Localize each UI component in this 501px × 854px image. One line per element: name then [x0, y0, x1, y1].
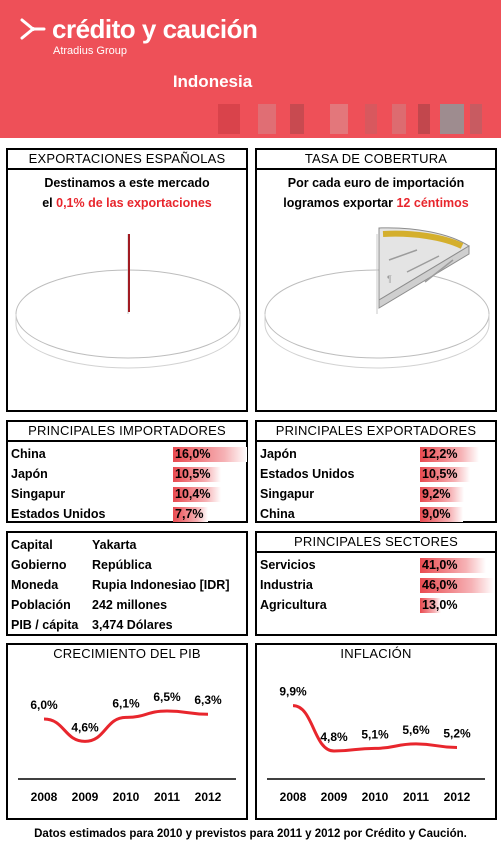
coverage-text	[257, 173, 495, 213]
info-label: Población	[11, 598, 71, 612]
gdp-x-tick-label: 2009	[71, 790, 99, 804]
gdp-data-label: 6,3%	[194, 693, 222, 708]
exports-pie-side	[16, 314, 240, 368]
info-value: 3,474 Dólares	[92, 618, 173, 632]
gdp-data-label: 6,5%	[153, 690, 181, 704]
exporter-value: 9,2%	[422, 487, 451, 501]
brand-name: crédito y caución	[52, 14, 258, 44]
sector-label: Servicios	[260, 558, 316, 572]
inflation-x-tick-label: 2012	[443, 790, 471, 804]
decor-stripe	[440, 104, 464, 134]
sectors-list	[257, 553, 495, 615]
info-value: República	[92, 558, 152, 572]
inflation-chart	[257, 667, 495, 817]
exports-highlight: 0,1% de las exportaciones	[56, 196, 212, 210]
decor-stripe	[418, 104, 430, 134]
gdp-data-label: 6,0%	[30, 698, 58, 712]
inflation-chart-panel	[255, 643, 497, 820]
info-row-capital	[11, 535, 243, 555]
importer-value: 7,7%	[175, 507, 204, 521]
inflation-chart-title: INFLACIÓN	[340, 646, 412, 661]
importer-label: Estados Unidos	[11, 507, 106, 521]
importer-row	[11, 504, 243, 524]
inflation-data-label: 9,9%	[279, 684, 307, 699]
exporters-panel	[255, 420, 497, 523]
exporter-row	[260, 444, 492, 464]
exporter-label: Japón	[260, 447, 297, 461]
country-info-panel	[6, 531, 248, 636]
coverage-line2	[257, 193, 495, 213]
exporter-label: Singapur	[260, 487, 315, 501]
exporter-value: 12,2%	[422, 447, 458, 461]
info-label: Moneda	[11, 578, 59, 592]
coverage-pie-side	[265, 314, 489, 368]
coverage-title: TASA DE COBERTURA	[257, 150, 495, 170]
sector-value: 41,0%	[422, 558, 458, 572]
importer-label: China	[11, 447, 46, 461]
gdp-chart-panel	[6, 643, 248, 820]
info-row-pib	[11, 615, 243, 635]
sector-value: 46,0%	[422, 578, 458, 592]
coverage-prefix: logramos exportar	[283, 196, 397, 210]
importers-list	[8, 442, 246, 524]
importer-value: 10,5%	[175, 467, 211, 481]
inflation-x-tick-label: 2009	[320, 790, 348, 804]
exporters-list	[257, 442, 495, 524]
inflation-data-label: 4,8%	[320, 730, 348, 744]
gdp-data-label: 6,1%	[112, 696, 140, 711]
brand-subtitle: Atradius Group	[53, 45, 127, 57]
gdp-x-tick-label: 2008	[30, 790, 58, 804]
sector-label: Agricultura	[260, 598, 327, 612]
sector-label: Industria	[260, 578, 313, 592]
header-banner	[0, 0, 501, 138]
inflation-x-tick-label: 2008	[279, 790, 307, 804]
exports-text	[8, 173, 246, 213]
inflation-x-tick-label: 2011	[402, 790, 430, 804]
gdp-x-tick-label: 2011	[153, 790, 181, 804]
country-title: Indonesia	[172, 72, 253, 91]
decor-stripe	[392, 104, 406, 134]
decor-stripe	[290, 104, 304, 134]
inflation-data-label: 5,1%	[361, 727, 389, 742]
importer-value: 16,0%	[175, 447, 211, 461]
exporters-title: PRINCIPALES EXPORTADORES	[257, 422, 495, 442]
exports-line1: Destinamos a este mercado	[44, 176, 210, 190]
inflation-data-label: 5,2%	[443, 726, 471, 741]
exporter-row	[260, 464, 492, 484]
coverage-line1: Por cada euro de importación	[287, 176, 465, 190]
info-row-poblacion	[11, 595, 243, 615]
coverage-panel	[255, 148, 497, 412]
decor-stripe	[330, 104, 348, 134]
importers-title: PRINCIPALES IMPORTADORES	[8, 422, 246, 442]
decor-stripe	[258, 104, 276, 134]
exporter-value: 10,5%	[422, 467, 458, 481]
importer-label: Singapur	[11, 487, 66, 501]
exports-line2	[8, 193, 246, 213]
footer-note: Datos estimados para 2010 y previstos para 2011 y 2012 por Crédito y Caución.	[34, 828, 467, 840]
country-info-list	[8, 533, 246, 635]
importer-value: 10,4%	[175, 487, 211, 501]
exporter-label: Estados Unidos	[260, 467, 355, 481]
gdp-chart-title: CRECIMIENTO DEL PIB	[53, 646, 201, 661]
importers-panel	[6, 420, 248, 523]
sector-row	[260, 595, 492, 615]
info-value: 242 millones	[92, 598, 168, 612]
sector-row	[260, 575, 492, 595]
exporter-row	[260, 484, 492, 504]
inflation-x-tick-label: 2010	[361, 790, 389, 804]
exporter-label: China	[260, 507, 295, 521]
coin-slice-icon	[379, 228, 469, 308]
importer-row	[11, 444, 243, 464]
info-value: Rupia Indonesiao [IDR]	[92, 578, 230, 592]
exports-prefix: el	[42, 196, 57, 210]
importer-row	[11, 464, 243, 484]
svg-text:¶: ¶	[387, 274, 392, 284]
info-row-gobierno	[11, 555, 243, 575]
importer-row	[11, 484, 243, 504]
gdp-series-line	[44, 711, 208, 741]
sectors-panel	[255, 531, 497, 636]
gdp-chart	[8, 667, 246, 817]
info-value: Yakarta	[92, 538, 137, 552]
decor-stripe	[218, 104, 240, 134]
gdp-data-label: 4,6%	[71, 720, 99, 735]
inflation-data-label: 5,6%	[402, 722, 430, 737]
brand-logo-icon	[20, 16, 46, 42]
decor-stripe	[365, 104, 377, 134]
exports-pie	[8, 220, 246, 400]
gdp-x-tick-label: 2010	[112, 790, 140, 804]
sector-value: 13,0%	[422, 598, 458, 612]
coverage-pie	[257, 220, 495, 400]
coverage-highlight: 12 céntimos	[396, 196, 469, 210]
sectors-title: PRINCIPALES SECTORES	[257, 533, 495, 553]
info-row-moneda	[11, 575, 243, 595]
info-label: Capital	[11, 538, 53, 552]
exports-panel	[6, 148, 248, 412]
exporter-row	[260, 504, 492, 524]
info-label: Gobierno	[11, 558, 67, 572]
exports-title: EXPORTACIONES ESPAÑOLAS	[8, 150, 246, 170]
exporter-value: 9,0%	[422, 507, 451, 521]
sector-row	[260, 555, 492, 575]
info-label: PIB / cápita	[11, 618, 79, 632]
importer-label: Japón	[11, 467, 48, 481]
decor-stripe	[470, 104, 482, 134]
gdp-x-tick-label: 2012	[194, 790, 222, 804]
